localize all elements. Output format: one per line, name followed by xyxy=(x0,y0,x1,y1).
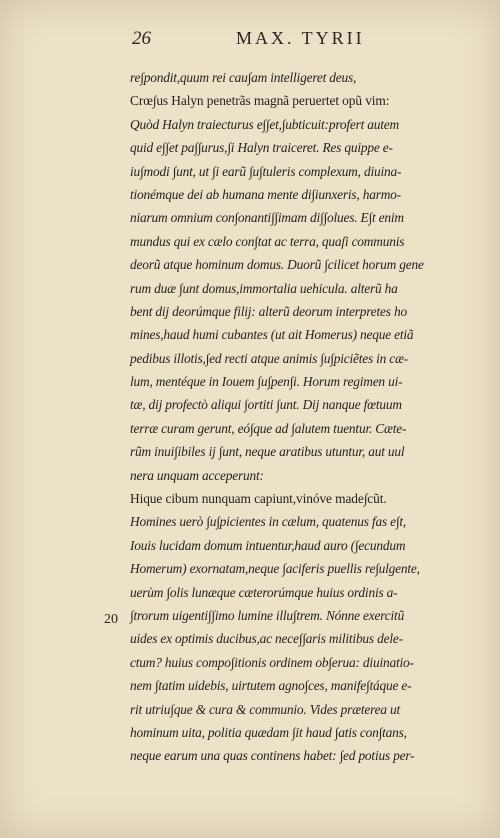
text-line: rũm inui∫ibiles ij ∫unt, neque aratibus utuntur, aut uul xyxy=(130,444,405,460)
text-line: Hique cibum nunquam capiunt,vinóve made∫cũt. xyxy=(130,491,387,507)
text-line: nem ∫tatim uidebis, uirtutem agno∫ces, manife∫táque e- xyxy=(130,678,412,694)
text-line: re∫pondit,quum rei cau∫am intelligeret deus, xyxy=(130,70,357,85)
text-line: neque earum una quas continens habet: ∫ed potius per- xyxy=(130,748,415,764)
running-title: MAX. TYRII xyxy=(236,28,365,48)
text-line: niarum omnium con∫onanti∫∫imam di∫∫olues. E∫t enim xyxy=(130,210,404,226)
text-line: bent dij deorúmque filij: alterũ deorum interpretes ho xyxy=(130,303,407,319)
text-line: mines,haud humi cubantes (ut ait Homerus) neque etiã xyxy=(130,327,414,343)
text-line: Homerum) exornatam,neque ∫aciferis puellis re∫ulgente, xyxy=(130,561,420,577)
margin-line-number: 20 xyxy=(104,612,118,627)
text-line: hominum uita, politia quædam ∫it haud ∫atis con∫tans, xyxy=(130,724,407,740)
text-line: uides ex optimis ducibus,ac nece∫∫aris militibus dele- xyxy=(130,631,403,647)
text-line: pedibus illotis,∫ed recti atque animis ∫u∫piciẽtes in cæ- xyxy=(130,350,409,366)
text-line: uerùm ∫olis lunæque cæterorúmque huius ordinis a- xyxy=(130,584,398,600)
text-line: nera unquam acceperunt: xyxy=(130,467,264,483)
text-line: tionémque dei ab humana mente di∫iunxeris, harmo- xyxy=(130,186,401,202)
running-head xyxy=(0,28,500,50)
text-line: quid e∫∫et pa∫∫urus,∫i Halyn traiceret. Res quippe e- xyxy=(130,140,393,156)
text-line: ctum? huius compo∫itionis ordinem ob∫erua: diuinatio- xyxy=(130,654,414,670)
text-line: tæ, dij profectò aliqui ∫ortiti ∫unt. Dij nanque fœtuum xyxy=(130,397,402,413)
text-line: deorũ atque hominum domus. Duorũ ∫cilicet horum gene xyxy=(130,257,424,273)
page-number: 26 xyxy=(132,28,151,49)
text-line: rum duæ ∫unt domus,immortalia uehicula. alterũ ha xyxy=(130,280,398,296)
text-line: mundus qui ex cælo con∫tat ac terra, quaſi communis xyxy=(130,233,405,249)
text-line: iu∫modi ∫unt, ut ∫i earũ ∫u∫tuleris complexum, diuina- xyxy=(130,163,402,179)
text-line: rit utriu∫que & cura & communio. Vides præterea ut xyxy=(130,701,401,717)
body-text xyxy=(130,66,485,768)
text-line: Homines uerò ∫u∫picientes in cælum, quatenus fas e∫t, xyxy=(130,514,406,530)
text-line: Quòd Halyn traiecturus e∫∫et,∫ubticuit:profert autem xyxy=(130,116,399,132)
text-line: lum, mentéque in Iouem ∫u∫pen∫i. Horum regimen ui- xyxy=(130,374,403,390)
text-line: ∫trorum uigenti∫∫imo lumine illu∫trem. Nónne exercitũ xyxy=(130,607,405,623)
text-line: Crœ∫us Halyn penetrãs magnã peruertet opũ vim: xyxy=(130,93,390,109)
text-line: Iouis lucidam domum intuentur,haud auro (∫ecundum xyxy=(130,537,406,553)
text-line: terræ curam gerunt, eó∫que ad ∫alutem tuentur. Cæte- xyxy=(130,420,407,436)
